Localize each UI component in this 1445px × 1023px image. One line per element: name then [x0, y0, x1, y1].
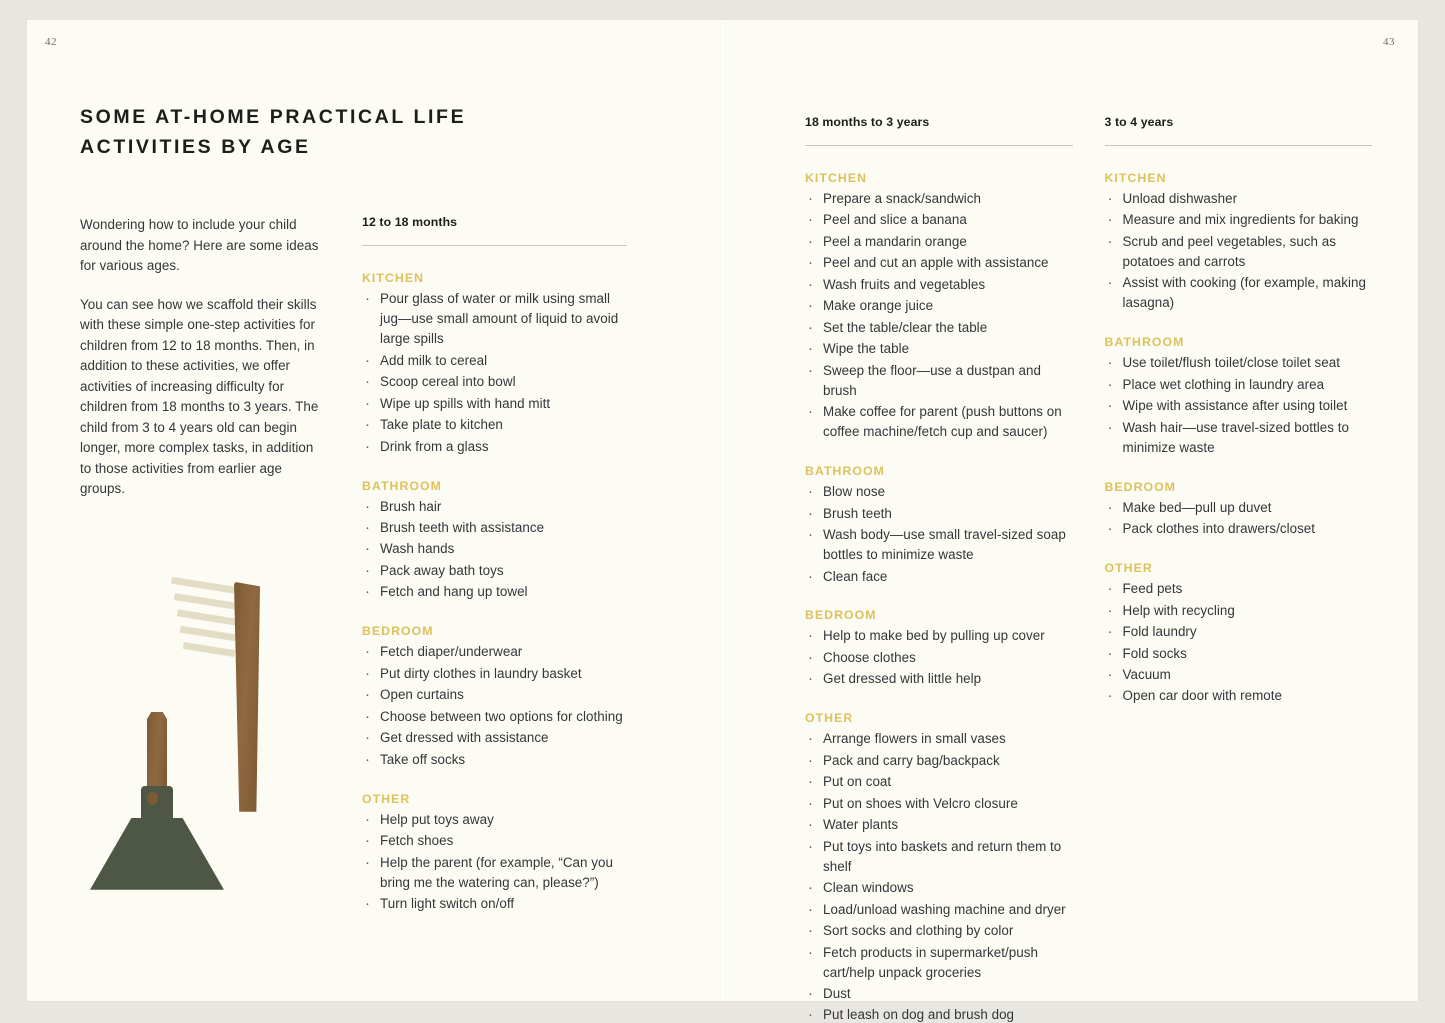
activity-list-item: · Unload dishwasher: [1105, 189, 1373, 209]
intro-column: [80, 215, 352, 915]
activity-list-item: · Fetch diaper/underwear: [362, 642, 627, 662]
section-heading: BATHROOM: [805, 464, 885, 479]
activity-list: [805, 482, 1073, 586]
dustpan-rivet-icon: [147, 792, 158, 805]
activity-list-item: · Clean face: [805, 567, 1073, 587]
activity-list-item: · Place wet clothing in laundry area: [1105, 375, 1373, 395]
intro-paragraph: Wondering how to include your child around the home? Here are some ideas for various ages.: [80, 217, 319, 274]
activity-list-item: · Arrange flowers in small vases: [805, 729, 1073, 749]
column-heading: 18 months to 3 years: [805, 115, 930, 129]
activity-list-item: · Take off socks: [362, 750, 627, 770]
activity-list-item: · Feed pets: [1105, 579, 1373, 599]
activity-list-item: · Fetch shoes: [362, 831, 627, 851]
activity-list-item: · Fold socks: [1105, 644, 1373, 664]
section-heading: KITCHEN: [805, 171, 868, 185]
activity-section: [805, 711, 1073, 1023]
activity-list: [1105, 498, 1373, 539]
column-heading: 3 to 4 years: [1104, 115, 1174, 129]
brush-bristles-icon: [173, 580, 239, 668]
section-heading: BEDROOM: [362, 624, 434, 639]
activity-list-item: · Blow nose: [805, 482, 1073, 502]
activity-section: [805, 608, 1073, 689]
section-heading: BATHROOM: [1104, 335, 1185, 350]
activity-section: [362, 792, 627, 914]
activity-list: [362, 497, 627, 603]
activity-list-item: · Set the table/clear the table: [805, 318, 1073, 338]
activity-list-item: · Open curtains: [362, 685, 627, 705]
activity-section: [1105, 561, 1373, 706]
activity-list-item: · Peel a mandarin orange: [805, 232, 1073, 252]
left-page: [27, 20, 722, 1001]
activity-list-item: · Scoop cereal into bowl: [362, 372, 627, 392]
age-column-3-to-4-years: [1105, 115, 1373, 1023]
activity-list-item: · Sweep the floor—use a dustpan and brush: [805, 361, 1073, 401]
activity-list: [362, 810, 627, 914]
right-page-content: [805, 115, 1372, 1023]
activity-list-item: · Fetch and hang up towel: [362, 582, 627, 602]
activity-list-item: · Fold laundry: [1105, 622, 1373, 642]
activity-list-item: · Brush teeth: [805, 504, 1073, 524]
section-heading: BEDROOM: [805, 608, 877, 623]
activity-list-item: · Peel and cut an apple with assistance: [805, 253, 1073, 273]
activity-list-item: · Put leash on dog and brush dog: [805, 1005, 1073, 1023]
activity-list-item: · Clean windows: [805, 878, 1073, 898]
brush-and-dustpan-illustration: [88, 572, 318, 892]
activity-list-item: · Put toys into baskets and return them to shelf: [805, 837, 1073, 877]
activity-list-item: · Wash body—use small travel-sized soap bottles to minimize waste: [805, 525, 1073, 565]
activity-list: [1105, 353, 1373, 457]
column-rule: [362, 245, 627, 246]
activity-list-item: · Wash hair—use travel-sized bottles to minimize waste: [1105, 418, 1373, 458]
activity-list-item: · Vacuum: [1105, 665, 1373, 685]
activity-list-item: · Fetch products in supermarket/push cart/help unpack groceries: [805, 943, 1073, 983]
section-heading: OTHER: [805, 711, 854, 726]
section-heading: OTHER: [1104, 561, 1153, 576]
activity-list-item: · Open car door with remote: [1105, 686, 1373, 706]
activity-list-item: · Put dirty clothes in laundry basket: [362, 664, 627, 684]
activity-list-item: · Wipe the table: [805, 339, 1073, 359]
age-column-12-to-18-months: [352, 215, 627, 915]
activity-list: [1105, 579, 1373, 706]
activity-section: [805, 464, 1073, 586]
column-sections: [805, 171, 1073, 1023]
activity-list-item: · Wipe with assistance after using toilet: [1105, 396, 1373, 416]
page-number-right: 43: [1383, 36, 1395, 48]
activity-list-item: · Water plants: [805, 815, 1073, 835]
activity-list-item: · Brush hair: [362, 497, 627, 517]
activity-list: [1105, 189, 1373, 313]
activity-section: [362, 624, 627, 769]
activity-section: [362, 479, 627, 603]
activity-list-item: · Pack clothes into drawers/closet: [1105, 519, 1373, 539]
intro-paragraph: You can see how we scaffold their skills with these simple one-step activities for children from 12 to 18 months. Then, in addition to these activities, we offer activities of increasing difficulty for children from 18 months to 3 years. The child from 3 to 4 years old can begin longer, more complex tasks, in addition to those activities from earlier age groups.: [80, 296, 319, 497]
activity-list: [362, 642, 627, 769]
brush-handle-icon: [234, 582, 260, 812]
age-column-18-months-to-3-years: [805, 115, 1073, 1023]
activity-list: [805, 626, 1073, 689]
column-sections: [1105, 171, 1373, 706]
activity-list-item: · Wipe up spills with hand mitt: [362, 394, 627, 414]
activity-list-item: · Choose between two options for clothing: [362, 707, 627, 727]
activity-section: [1105, 171, 1373, 313]
activity-section: [1105, 335, 1373, 457]
activity-list-item: · Make bed—pull up duvet: [1105, 498, 1373, 518]
column-rule: [805, 145, 1073, 146]
activity-list-item: · Assist with cooking (for example, making lasagna): [1105, 273, 1373, 313]
activity-list-item: · Make orange juice: [805, 296, 1073, 316]
section-heading: KITCHEN: [362, 271, 425, 286]
activity-list-item: · Wash hands: [362, 539, 627, 559]
left-page-content: [80, 103, 680, 1001]
activity-list-item: · Add milk to cereal: [362, 351, 627, 371]
activity-list: [362, 289, 627, 456]
section-heading: OTHER: [362, 791, 411, 806]
column-heading: 12 to 18 months: [362, 215, 458, 230]
column-rule: [1105, 145, 1373, 146]
activity-list-item: · Use toilet/flush toilet/close toilet seat: [1105, 353, 1373, 373]
activity-list: [805, 729, 1073, 1023]
activity-list-item: · Make coffee for parent (push buttons on coffee machine/fetch cup and saucer): [805, 402, 1073, 442]
column-sections: [362, 271, 627, 914]
activity-list-item: · Measure and mix ingredients for baking: [1105, 210, 1373, 230]
activity-list-item: · Help put toys away: [362, 810, 627, 830]
activity-list-item: · Drink from a glass: [362, 437, 627, 457]
activity-list-item: · Pack and carry bag/backpack: [805, 751, 1073, 771]
page-number-left: 42: [45, 36, 57, 48]
activity-list-item: · Get dressed with assistance: [362, 728, 627, 748]
page-title: SOME AT-HOME PRACTICAL LIFE ACTIVITIES BY AGE: [80, 106, 467, 158]
activity-list-item: · Take plate to kitchen: [362, 415, 627, 435]
book-spread: [27, 20, 1418, 1023]
activity-list-item: · Peel and slice a banana: [805, 210, 1073, 230]
activity-list-item: · Dust: [805, 984, 1073, 1004]
activity-list-item: · Get dressed with little help: [805, 669, 1073, 689]
activity-section: [362, 271, 627, 456]
activity-list-item: · Help with recycling: [1105, 601, 1373, 621]
section-heading: BATHROOM: [362, 478, 442, 493]
activity-list: [805, 189, 1073, 442]
activity-list-item: · Put on shoes with Velcro closure: [805, 794, 1073, 814]
activity-list-item: · Put on coat: [805, 772, 1073, 792]
activity-section: [805, 171, 1073, 442]
activity-list-item: · Scrub and peel vegetables, such as potatoes and carrots: [1105, 232, 1373, 272]
activity-list-item: · Choose clothes: [805, 648, 1073, 668]
dustpan-neck-icon: [141, 786, 173, 822]
activity-list-item: · Pour glass of water or milk using small jug—use small amount of liquid to avoid large spills: [362, 289, 627, 349]
dustpan-blade-icon: [90, 818, 224, 890]
activity-list-item: · Wash fruits and vegetables: [805, 275, 1073, 295]
activity-section: [1105, 480, 1373, 539]
activity-list-item: · Brush teeth with assistance: [362, 518, 627, 538]
activity-list-item: · Pack away bath toys: [362, 561, 627, 581]
section-heading: KITCHEN: [1104, 171, 1167, 185]
activity-list-item: · Help to make bed by pulling up cover: [805, 626, 1073, 646]
dustpan-handle-icon: [147, 712, 167, 794]
left-body: [80, 215, 680, 915]
activity-list-item: · Turn light switch on/off: [362, 894, 627, 914]
activity-list-item: · Prepare a snack/sandwich: [805, 189, 1073, 209]
activity-list-item: · Help the parent (for example, “Can you bring me the watering can, please?”): [362, 853, 627, 893]
activity-list-item: · Sort socks and clothing by color: [805, 921, 1073, 941]
activity-list-item: · Load/unload washing machine and dryer: [805, 900, 1073, 920]
section-heading: BEDROOM: [1104, 479, 1177, 494]
right-page: [722, 20, 1417, 1023]
